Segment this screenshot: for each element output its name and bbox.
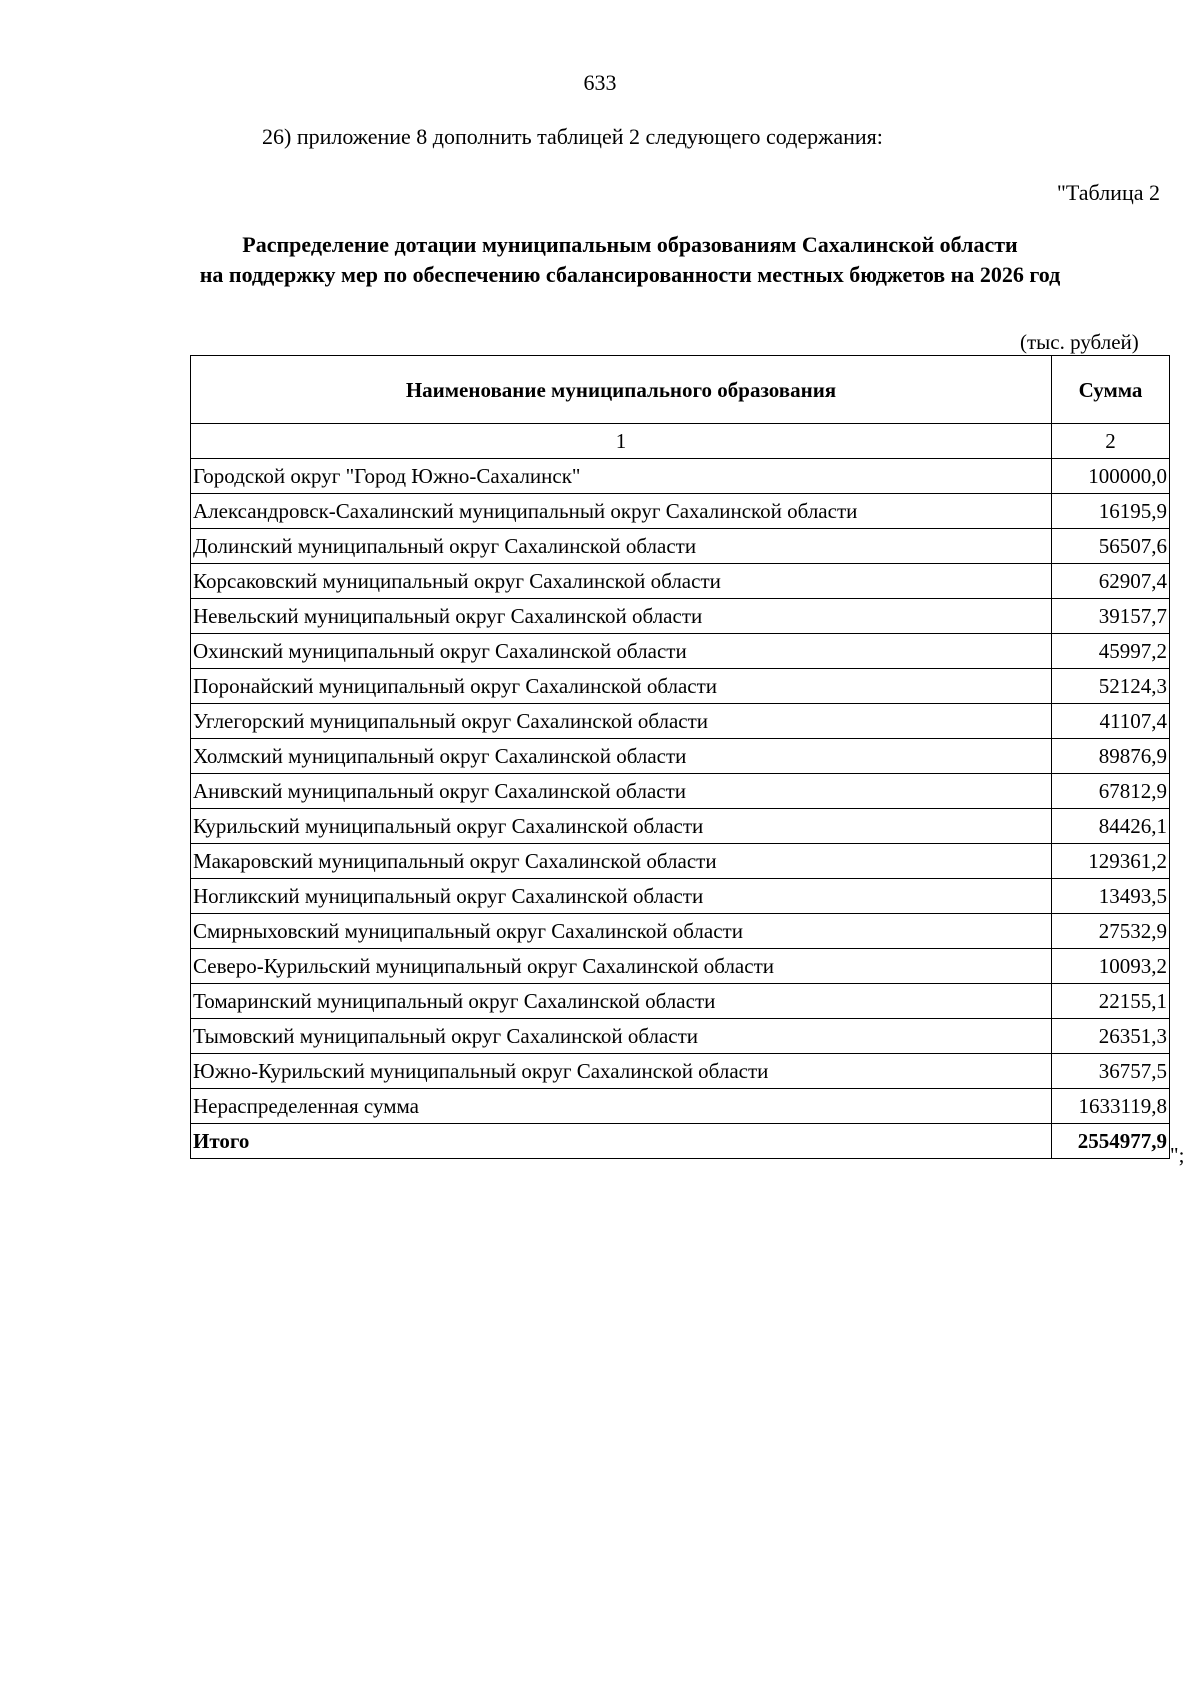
heading-line-1: Распределение дотации муниципальным образованиям Сахалинской области <box>242 232 1018 257</box>
table-row <box>191 809 1170 844</box>
row-name: Ногликский муниципальный округ Сахалинской области <box>191 879 1052 914</box>
row-sum: 41107,4 <box>1052 704 1170 739</box>
row-name: Невельский муниципальный округ Сахалинской области <box>191 599 1052 634</box>
row-sum: 16195,9 <box>1052 494 1170 529</box>
table-row <box>191 739 1170 774</box>
row-name: Нераспределенная сумма <box>191 1089 1052 1124</box>
row-sum: 26351,3 <box>1052 1019 1170 1054</box>
table-row <box>191 599 1170 634</box>
row-name: Северо-Курильский муниципальный округ Сахалинской области <box>191 949 1052 984</box>
intro-text: 26) приложение 8 дополнить таблицей 2 следующего содержания: <box>262 124 883 149</box>
row-sum: 39157,7 <box>1052 599 1170 634</box>
column-number-1: 1 <box>191 424 1052 459</box>
row-name: Курильский муниципальный округ Сахалинской области <box>191 809 1052 844</box>
row-name: Долинский муниципальный округ Сахалинской области <box>191 529 1052 564</box>
row-name: Охинский муниципальный округ Сахалинской области <box>191 634 1052 669</box>
table-row <box>191 774 1170 809</box>
row-name: Городской округ "Город Южно-Сахалинск" <box>191 459 1052 494</box>
total-row <box>191 1124 1170 1159</box>
table-row <box>191 844 1170 879</box>
table-row <box>191 494 1170 529</box>
table-row <box>191 634 1170 669</box>
row-sum: 67812,9 <box>1052 774 1170 809</box>
row-name: Макаровский муниципальный округ Сахалинской области <box>191 844 1052 879</box>
page-number: 633 <box>583 70 617 95</box>
row-sum: 45997,2 <box>1052 634 1170 669</box>
table-row <box>191 984 1170 1019</box>
row-name: Томаринский муниципальный округ Сахалинской области <box>191 984 1052 1019</box>
table-row <box>191 669 1170 704</box>
row-sum: 129361,2 <box>1052 844 1170 879</box>
row-name: Углегорский муниципальный округ Сахалинской области <box>191 704 1052 739</box>
table-row <box>191 1089 1170 1124</box>
table-row <box>191 564 1170 599</box>
row-sum: 22155,1 <box>1052 984 1170 1019</box>
document-heading <box>0 230 1200 290</box>
row-sum: 89876,9 <box>1052 739 1170 774</box>
row-name: Поронайский муниципальный округ Сахалинской области <box>191 669 1052 704</box>
table-label: "Таблица 2 <box>1056 180 1160 205</box>
total-sum: 2554977,9 <box>1052 1124 1170 1159</box>
row-sum: 56507,6 <box>1052 529 1170 564</box>
header-sum: Сумма <box>1052 356 1170 424</box>
row-name: Александровск-Сахалинский муниципальный округ Сахалинской области <box>191 494 1052 529</box>
table-row <box>191 1019 1170 1054</box>
units-label: (тыс. рублей) <box>1020 330 1139 354</box>
row-name: Южно-Курильский муниципальный округ Сахалинской области <box>191 1054 1052 1089</box>
total-label: Итого <box>191 1124 1052 1159</box>
row-sum: 27532,9 <box>1052 914 1170 949</box>
row-sum: 52124,3 <box>1052 669 1170 704</box>
table-row <box>191 529 1170 564</box>
table-row <box>191 914 1170 949</box>
table-header-row <box>191 356 1170 424</box>
column-number-row <box>191 424 1170 459</box>
row-name: Тымовский муниципальный округ Сахалинской области <box>191 1019 1052 1054</box>
column-number-2: 2 <box>1052 424 1170 459</box>
closing-mark: "; <box>1170 1143 1185 1167</box>
row-sum: 10093,2 <box>1052 949 1170 984</box>
table-row <box>191 459 1170 494</box>
row-sum: 84426,1 <box>1052 809 1170 844</box>
row-name: Корсаковский муниципальный округ Сахалинской области <box>191 564 1052 599</box>
row-name: Холмский муниципальный округ Сахалинской области <box>191 739 1052 774</box>
row-name: Анивский муниципальный округ Сахалинской области <box>191 774 1052 809</box>
table-row <box>191 879 1170 914</box>
row-sum: 13493,5 <box>1052 879 1170 914</box>
table-row <box>191 1054 1170 1089</box>
row-sum: 36757,5 <box>1052 1054 1170 1089</box>
heading-line-2: на поддержку мер по обеспечению сбалансированности местных бюджетов на 2026 год <box>199 262 1061 287</box>
allocation-table <box>190 355 1170 1159</box>
header-name: Наименование муниципального образования <box>191 356 1052 424</box>
table-row <box>191 704 1170 739</box>
row-sum: 62907,4 <box>1052 564 1170 599</box>
table-row <box>191 949 1170 984</box>
row-sum: 100000,0 <box>1052 459 1170 494</box>
row-name: Смирныховский муниципальный округ Сахалинской области <box>191 914 1052 949</box>
row-sum: 1633119,8 <box>1052 1089 1170 1124</box>
